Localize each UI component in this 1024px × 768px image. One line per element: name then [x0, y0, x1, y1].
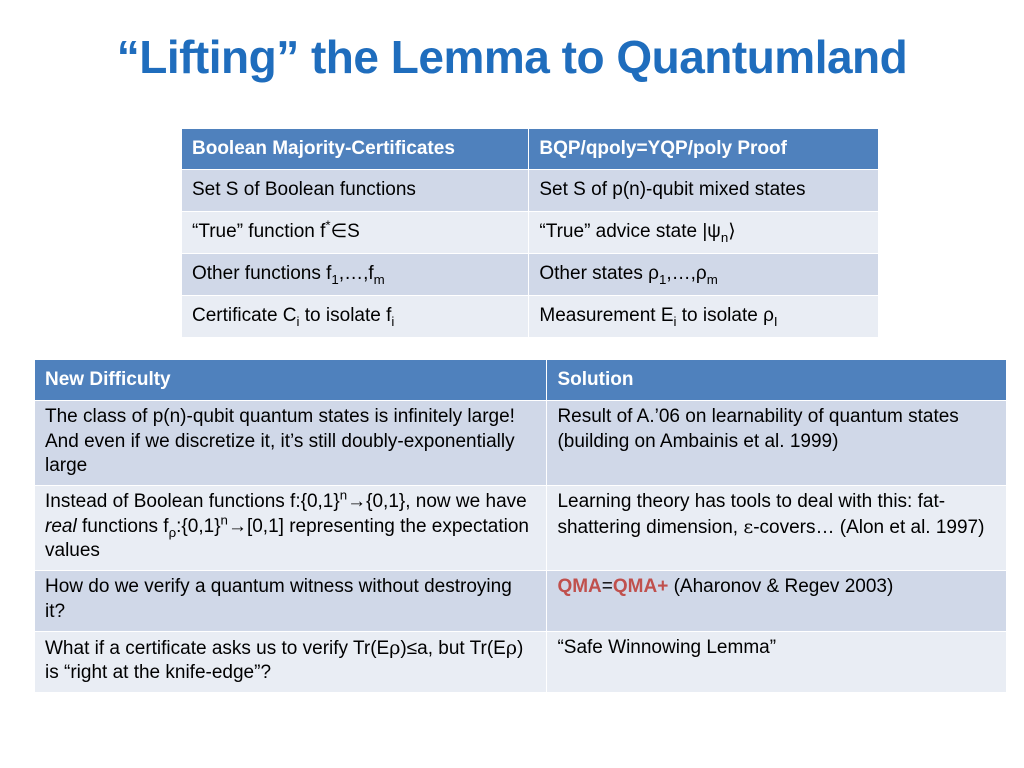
difficulty-solution-table: [34, 359, 1007, 693]
comparison-table: [181, 128, 879, 338]
table-cell: Other states $\rho_1,\dots,\rho_m$: [529, 254, 879, 296]
table-cell: “True” advice state $|\psi_n⟩$: [529, 212, 879, 254]
solution-cell: Result of A.’06 on learnability of quantum states (building on Ambainis et al. 1999): [547, 401, 1007, 486]
column-header-bqp: BQP/qpoly=YQP/poly Proof: [529, 129, 879, 170]
table-cell: Set S of Boolean functions: [182, 170, 529, 212]
table-header-row: [35, 360, 1007, 401]
table-row: [35, 486, 1007, 571]
difficulty-cell: How do we verify a quantum witness without destroying it?: [35, 571, 547, 631]
table-row: [182, 170, 879, 212]
table-row: [182, 254, 879, 296]
table-row: [35, 401, 1007, 486]
difficulty-cell: Instead of Boolean functions $f:\{0,1\}^n\to\{0,1\}$, now we have real functions $f_\rho:\{0,1\}^n\to[0,1]$ representing the expectation values: [35, 486, 547, 571]
table-cell: “True” function f*∈S: [182, 212, 529, 254]
difficulty-cell: What if a certificate asks us to verify Tr(Eρ)≤a, but Tr(Eρ) is “right at the knife-edge”?: [35, 631, 547, 692]
column-header-difficulty: New Difficulty: [35, 360, 547, 401]
difficulty-cell: The class of p(n)-qubit quantum states is infinitely large! And even if we discretize it, it’s still doubly-exponentially large: [35, 401, 547, 486]
solution-cell: Learning theory has tools to deal with this: fat-shattering dimension, ε-covers… (Alon et al. 1997): [547, 486, 1007, 571]
table-row: [182, 212, 879, 254]
table-row: [182, 296, 879, 338]
table-header-row: [182, 129, 879, 170]
table-row: [35, 631, 1007, 692]
column-header-solution: Solution: [547, 360, 1007, 401]
table-cell: Certificate $C_i$ to isolate $f_i$: [182, 296, 529, 338]
table-cell: Set S of p(n)-qubit mixed states: [529, 170, 879, 212]
solution-cell: “Safe Winnowing Lemma”: [547, 631, 1007, 692]
table-row: [35, 571, 1007, 631]
slide-title: “Lifting” the Lemma to Quantumland: [116, 31, 908, 83]
qma-plus-label: QMA+: [612, 576, 669, 598]
column-header-boolean: Boolean Majority-Certificates: [182, 129, 529, 170]
solution-cell: QMA=QMA+ (Aharonov & Regev 2003): [547, 571, 1007, 631]
table-cell: Measurement $E_i$ to isolate $\rho_I$: [529, 296, 879, 338]
table-cell: Other functions $f_1,\dots,f_m$: [182, 254, 529, 296]
qma-label: QMA: [557, 576, 602, 598]
